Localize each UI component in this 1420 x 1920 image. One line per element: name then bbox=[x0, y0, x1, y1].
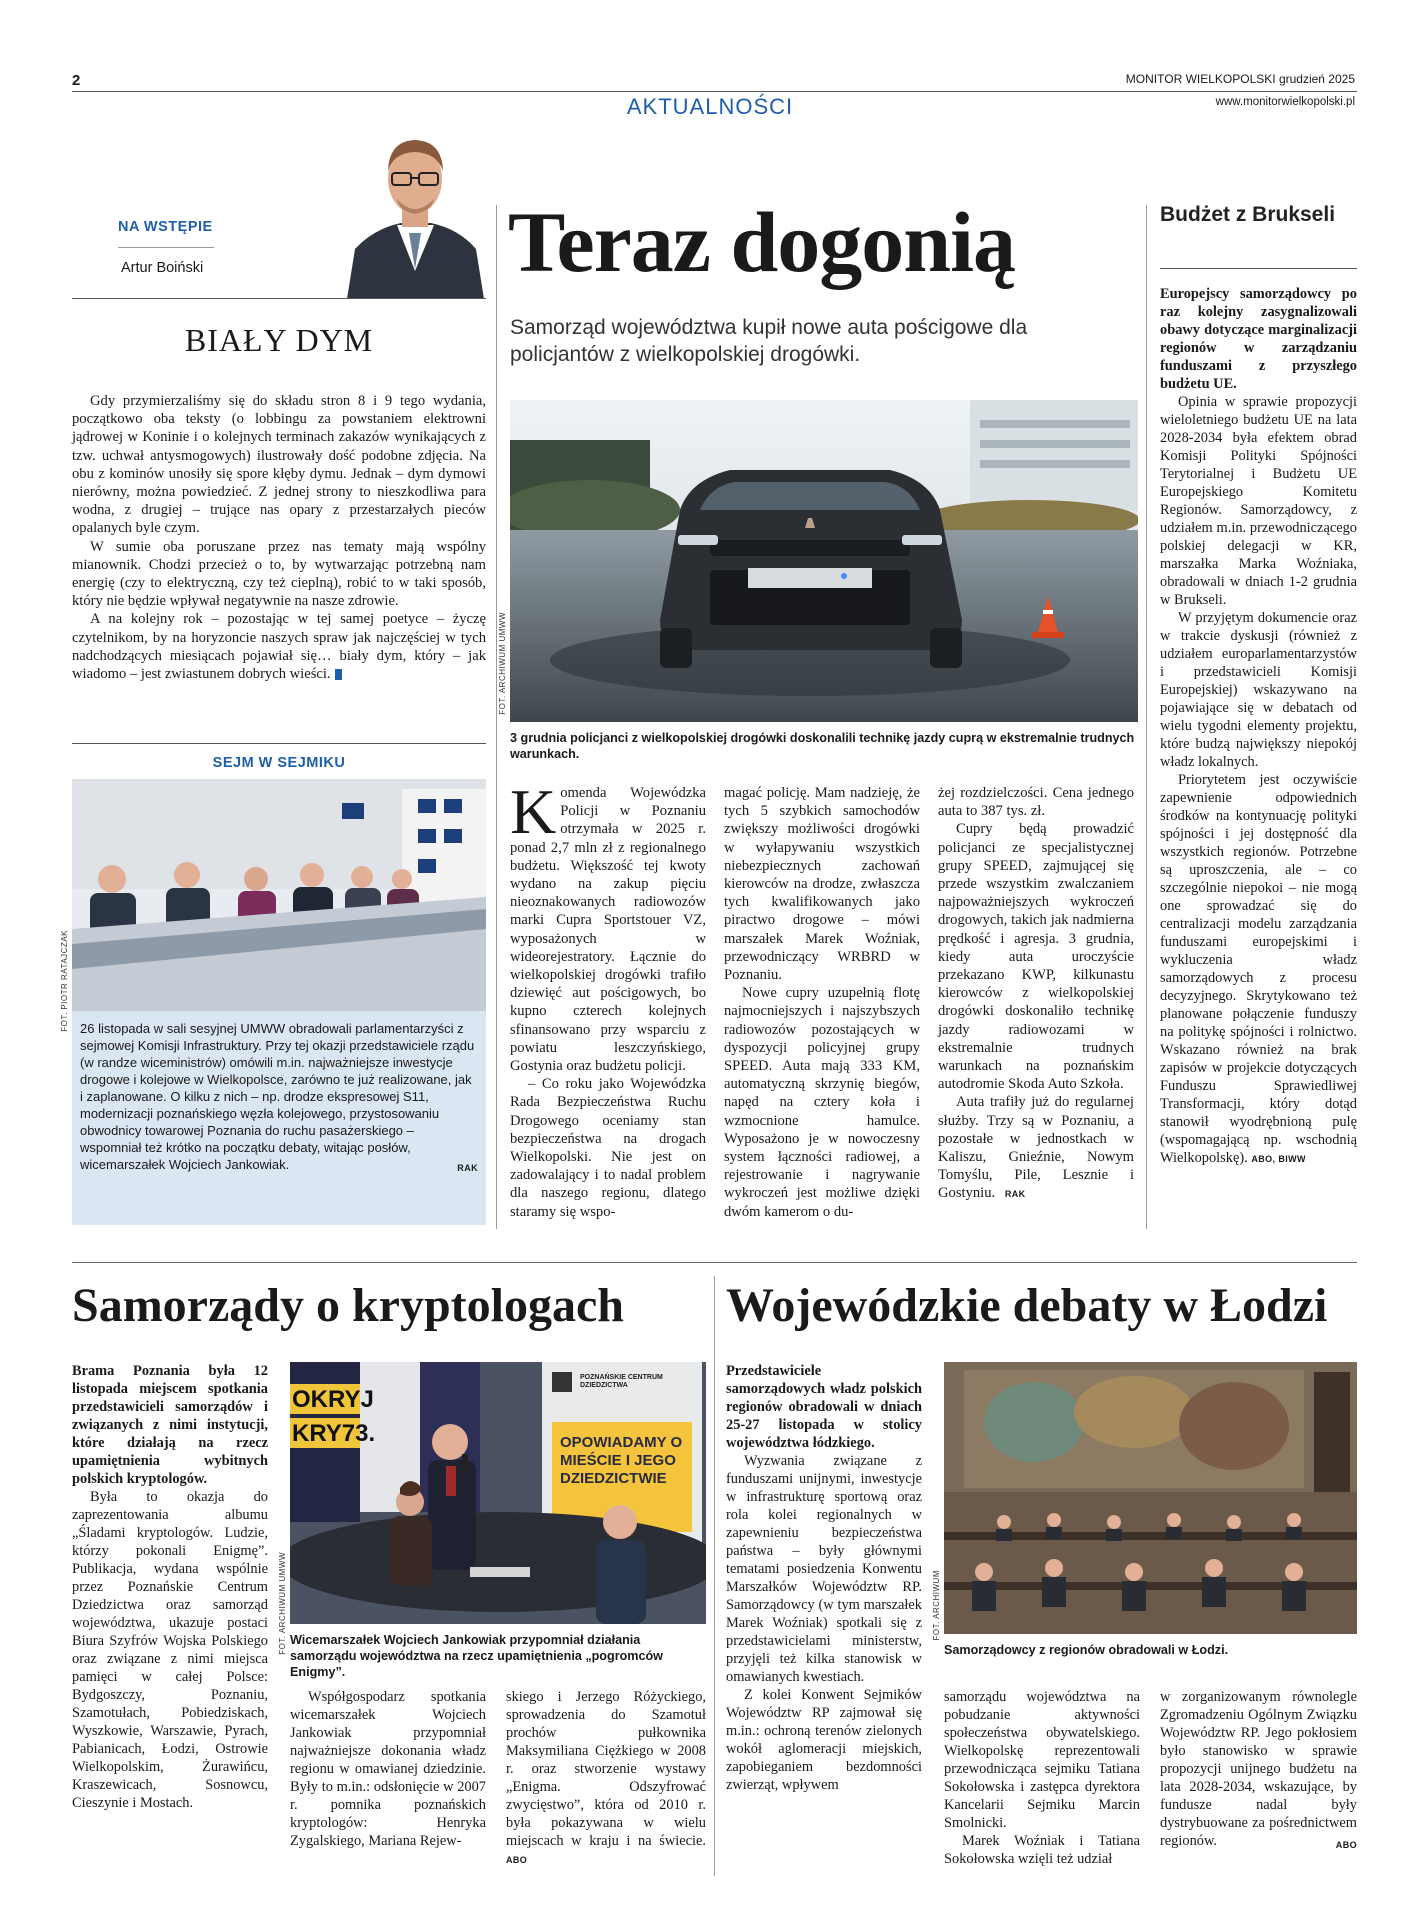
website: www.monitorwielkopolski.pl bbox=[1215, 96, 1355, 108]
editorial-title: BIAŁY DYM bbox=[184, 322, 374, 358]
budget-paragraph: W przyjętym dokumencie oraz w trakcie dyskusji (również z udziałem europarlamentarzystów i przedstawicieli Komisji Europejskiej) wskazywano na pojawiające się w debatach od wielu tygodni elementy projektu, które budzą największy niepokój władz lokalnych. bbox=[1160, 610, 1357, 770]
lodz-paragraph: w zorganizowanym równolegle Zgromadzeniu Ogólnym Związku Województw RP. Jego pokłosiem było stanowisko w sprawie propozycji unijnego budżetu na lata 2028-2034, wskazujące, by fundusze nadal były dystrybuowane za pośrednictwem regionów. ABO bbox=[1160, 1688, 1357, 1850]
lead-photo bbox=[510, 400, 1138, 722]
lead-deck: Samorząd województwa kupił nowe auta pościgowe dla policjantów z wielkopolskiej drogówki. bbox=[510, 316, 1028, 366]
lodz-signature: ABO bbox=[1335, 1840, 1357, 1850]
lead-col-1 bbox=[510, 776, 706, 1224]
crypto-col-2 bbox=[290, 1688, 486, 1874]
budget-headline: Budżet z Brukseli bbox=[1160, 203, 1336, 226]
lodz-col-1 bbox=[726, 1362, 922, 1794]
crypto-paragraph: Była to okazja do zaprezentowania albumu „Śladami kryptologów. Ludzie, którzy pokonali Enigmę”. Publikacja, wydana wspólnie przez Poznańskie Centrum Dziedzictwa oraz samorząd województwa, ukazuje postaci Biura Szyfrów Wojska Polskiego oraz związane z nimi miejsca pamięci w całej Polsce: Bydgoszczy, Poznaniu, Szamotułach, Pobiedziskach, Wyszkowie, Warszawie, Pyrach, Pabianicach, Łodzi, Ostrowie Wielkopolskim, Żurawińcu, Kraszewicach, Sosnowcu, Cieszynie i Mostach. bbox=[72, 1489, 268, 1811]
editorial-paragraph: Gdy przymierzaliśmy się do składu stron 8 i 9 tego wydania, początkowo oba teksty (o lobbingu za powstaniem elektrowni jądrowej w Koninie i o kolejnych terminach zakazów wynikających z tzw. uchwał antysmogowych) ilustrowały dość podobne zdjęcia. Na obu z kominów unosiły się spore kłęby dymu. Jednak – dym dymowi nierówny, można powiedzieć. Z jednej strony to nieszkodliwa para wodna, z drugiej – trujące nas opary z przestarzałych pieców opalanych byle czym. bbox=[72, 393, 486, 537]
sejm-kicker: SEJM W SEJMIKU bbox=[212, 755, 346, 771]
publication-name: MONITOR WIELKOPOLSKI grudzień 2025 bbox=[1125, 72, 1355, 86]
lead-first-paragraph: Komenda Wojewódzka Policji w Poznaniu otrzymała w 2025 r. ponad 2,7 mln zł z regionalnego budżetu. Większość tej kwoty wydano na zakup pięciu nieoznakowanych radiowozów marki Cupra Sportstouer VZ, wyposażonych w wideorejestratory. Łącznie do wielkopolskiej drogówki trafiło dziewięć aut pościgowych, bo kupno czterech kolejnych sfinansowano przy wsparciu z powiatu leszczyńskiego, Gostynia oraz budżetu policji. bbox=[510, 776, 706, 1075]
photo-banner-org: POZNAŃSKIE CENTRUM DZIEDZICTWA bbox=[580, 1374, 663, 1389]
lead-col-2 bbox=[724, 784, 920, 1224]
lodz-photo bbox=[944, 1362, 1357, 1634]
drop-cap: K bbox=[510, 776, 557, 847]
crypto-signature: ABO bbox=[506, 1855, 528, 1865]
lead-paragraph: Auta trafiły już do regularnej służby. Trzy są w Poznaniu, a pozostałe w jednostkach w Kaliszu, Gnieźnie, Nowym Tomyślu, Pile, Lesznie i Gostyniu. RAK bbox=[938, 1094, 1134, 1202]
budget-body bbox=[1160, 285, 1357, 1168]
lead-paragraph: magać policję. Mam nadzieję, że tych 5 szybkich samochodów zwiększy możliwości drogówki w wyłapywaniu wszystkich niebezpiecznych zachowań kierowców na drodze, zwłaszcza tych kwalifikowanych jako piractwo drogowe – mówi marszałek Marek Woźniak, przewodniczący WRBRD w Poznaniu. bbox=[724, 785, 920, 984]
photo-banner-slogan: OPOWIADAMY O MIEŚCIE I JEGO DZIEDZICTWIE bbox=[560, 1434, 683, 1487]
lodz-col-3 bbox=[1160, 1688, 1357, 1874]
budget-signature: ABO, BIWW bbox=[1251, 1154, 1306, 1164]
lead-paragraph: – Co roku jako Wojewódzka Rada Bezpieczeństwa Ruchu Drogowego oceniamy stan bezpieczeństwa na drogach Wielkopolski. Nie jest on zadowalający i to nadal problem dla naszego regionu, dlatego staramy się wspo- bbox=[510, 1076, 706, 1220]
photo-banner-text: OKRYJ bbox=[292, 1386, 374, 1413]
lodz-col-2 bbox=[944, 1688, 1140, 1874]
editorial-paragraph: W sumie oba poruszane przez nas tematy mają wspólny mianownik. Chodzi przecież o to, by wytwarzając potrzebną nam energię (czy to elektryczną, czy też cieplną), robić to w taki sposób, który nie będzie wpływał negatywnie na nasze zdrowie. bbox=[72, 538, 486, 610]
lead-headline: Teraz dogonią bbox=[508, 194, 1016, 290]
end-mark bbox=[335, 669, 342, 680]
crypto-paragraph: Współgospodarz spotkania wicemarszałek Wojciech Jankowiak przypomniał najważniejsze dokonania władz regionu w omawianej dziedzinie. Były to m.in.: odsłonięcie w 2007 r. pomnika poznańskich kryptologów: Henryka Zygalskiego, Mariana Rejew- bbox=[290, 1689, 486, 1849]
sejm-caption: 26 listopada w sali sesyjnej UMWW obradowali parlamentarzyści z sejmowej Komisji Infrastruktury. Przy tej okazji przedstawiciele rządu (w randze wiceministrów) omówili m.in. najważniejsze inwestycje drogowe i kolejowe w Wielkopolsce, zarówno te już realizowane, jak i zaplanowane. O kilku z nich – np. drodze ekspresowej S11, modernizacji poznańskiego węzła kolejowego, przystosowaniu obwodnicy towarowej Poznania do ruchu pasażerskiego – wspomniał też krótko na początku debaty, witając posłów, wicemarszałek Wojciech Jankowiak. RAK bbox=[80, 1020, 478, 1177]
author-portrait bbox=[345, 121, 486, 299]
editorial-body bbox=[72, 392, 486, 683]
sejm-photo-credit: FOT. PIOTR RATAJCZAK bbox=[60, 930, 69, 1032]
lead-caption: 3 grudnia policjanci z wielkopolskiej drogówki doskonalili technikę jazdy cuprą w ekstremalnie trudnych warunkach. bbox=[510, 731, 1135, 761]
budget-paragraph: Priorytetem jest oczywiście zapewnienie odpowiednich środków na kontynuację polityki spójności i jej dostępność dla wszystkich regionów. Potrzebne są uproszczenia, ale – co szczególnie niepokoi – nie mogą one sprowadzać się do centralizacji modelu zarządzania funduszami europejskimi i wykluczenia władz samorządowych z procesu decyzyjnego. Skrytykowano też planowane połączenie funduszy na politykę spójności i rolnictwo. Wskazano również na brak zapisów w projekcie dotyczących Funduszu Sprawiedliwej Transformacji, który dotąd stanowił wyodrębnioną pulę (wspomagającą np. wschodnią Wielkopolskę). ABO, BIWW bbox=[1160, 772, 1357, 1166]
lodz-lead: Przedstawiciele samorządowych władz polskich regionów obradowali w dniach 25-27 listopada w stolicy województwa łódzkiego. bbox=[726, 1363, 922, 1451]
crypto-headline: Samorządy o kryptologach bbox=[72, 1279, 624, 1332]
crypto-paragraph: skiego i Jerzego Różyckiego, sprowadzenia do Szamotuł prochów pułkownika Maksymiliana Ciężkiego w 2008 r. oraz stworzenie wystawy „Enigma. Odszyfrować zwycięstwo”, która od 2010 r. była pokazywana w wielu miejscach w kraju i na świecie. ABO bbox=[506, 1689, 706, 1865]
lead-col-3 bbox=[938, 784, 1134, 1224]
editorial-kicker: NA WSTĘPIE bbox=[118, 219, 213, 235]
crypto-lead: Brama Poznania była 12 listopada miejscem spotkania przedstawicieli samorządów i związanych z nimi instytucji, które działają na rzecz upamiętnienia wybitnych polskich kryptologów. bbox=[72, 1363, 268, 1487]
crypto-photo-credit: FOT. ARCHIWUM UMWW bbox=[278, 1552, 287, 1655]
lead-paragraph: Nowe cupry uzupełnią flotę najmocniejszych i najszybszych radiowozów pozostających w dyspozycji policyjnej grupy SPEED. Auta mają 333 KM, automatyczną skrzynię biegów, napęd na cztery koła i wzmocnione hamulce. Wyposażono je w nowoczesny system łączności radiowej, a rejestrowanie i nagrywanie wykroczeń jest możliwe dzięki dwóm kamerom o du- bbox=[724, 985, 920, 1220]
lodz-headline: Wojewódzkie debaty w Łodzi bbox=[726, 1279, 1328, 1332]
lead-paragraph: żej rozdzielczości. Cena jednego auta to 387 tys. zł. bbox=[938, 785, 1134, 820]
lodz-paragraph: samorządu województwa na pobudzanie aktywności społeczeństwa obywatelskiego. Wielkopolskę reprezentowali przewodnicząca sejmiku Tatiana Sokołowska i zastępca dyrektora Kancelarii Sejmiku Marcin Smolnicki. bbox=[944, 1689, 1140, 1831]
editorial-author: Artur Boiński bbox=[121, 260, 204, 276]
crypto-col-3 bbox=[506, 1688, 706, 1874]
page-number: 2 bbox=[72, 72, 81, 89]
lead-signature: RAK bbox=[1004, 1189, 1026, 1200]
lodz-paragraph: Z kolei Konwent Sejmików Województw RP zajmował się m.in.: ochroną terenów zielonych wokół aglomeracji miejskich, zapobieganiem bezdomności zwierząt, wpływem bbox=[726, 1687, 922, 1793]
editorial-paragraph: A na kolejny rok – pozostając w tej samej poetyce – życzę czytelnikom, by na horyzoncie naszych spraw jak najczęściej w tych nadchodzących miesiącach pojawiał się… biały dym, który – jak wiadomo – jest zwiastunem dobrych wieści. bbox=[72, 611, 486, 683]
crypto-col-1 bbox=[72, 1362, 268, 1812]
budget-paragraph: Opinia w sprawie propozycji wieloletniego budżetu UE na lata 2028-2034 była efektem obrad Komisji Polityki Spójności Terytorialnej i Budżetu UE Europejskiego Komitetu Regionów. Samorządowcy, z udziałem m.in. przewodniczącego polskiej delegacji w KR, marszałka Marka Woźniaka, obradowali w dniach 1-2 grudnia w Brukseli. bbox=[1160, 394, 1357, 608]
lodz-photo-credit: FOT. ARCHIWUM bbox=[932, 1570, 941, 1641]
lodz-caption: Samorządowcy z regionów obradowali w Łodzi. bbox=[944, 1643, 1229, 1657]
crypto-caption: Wicemarszałek Wojciech Jankowiak przypomniał działania samorządu województwa na rzecz upamiętnienia „pogromców Enigmy”. bbox=[290, 1633, 663, 1679]
lead-photo-credit: FOT. ARCHIWUM UMWW bbox=[498, 612, 507, 715]
photo-banner-text: KRY73. bbox=[292, 1420, 376, 1447]
sejm-signature: RAK bbox=[457, 1163, 478, 1173]
lodz-paragraph: Marek Woźniak i Tatiana Sokołowska wzięli też udział bbox=[944, 1833, 1140, 1867]
crypto-photo bbox=[290, 1362, 706, 1624]
section-title: AKTUALNOŚCI bbox=[626, 94, 794, 119]
lead-paragraph: Cupry będą prowadzić policjanci ze specjalistycznej grupy SPEED, zajmującej się przede wszystkim zwalczaniem najpoważniejszych wykroczeń drogowych, takich jak nadmierna prędkość i agresja. 3 grudnia, kiedy auta uroczyście przekazano KWP, kilkunastu kierowców z wielkopolskiej drogówki doskonaliło technikę jazdy radiowozami w ekstremalnie trudnych warunkach na poznańskim autodromie Skoda Auto Szkoła. bbox=[938, 821, 1134, 1093]
budget-lead: Europejscy samorządowcy po raz kolejny zasygnalizowali obawy dotyczące marginalizacji regionów w zarządzaniu funduszami z przyszłego budżetu UE. bbox=[1160, 286, 1357, 392]
lodz-paragraph: Wyzwania związane z funduszami unijnymi, inwestycje w infrastrukturę sportową oraz rola kolei regionalnych w zapewnieniu bezpieczeństwa państwa – były głównymi tematami posiedzenia Konwentu Marszałków Województw RP. Samorządowcy (w tym marszałek Marek Woźniak) spotkali się z przedstawicielami ministerstw, przyjęli też kilka stanowisk w omawianych kwestiach. bbox=[726, 1453, 922, 1685]
sejm-photo bbox=[72, 779, 486, 1011]
